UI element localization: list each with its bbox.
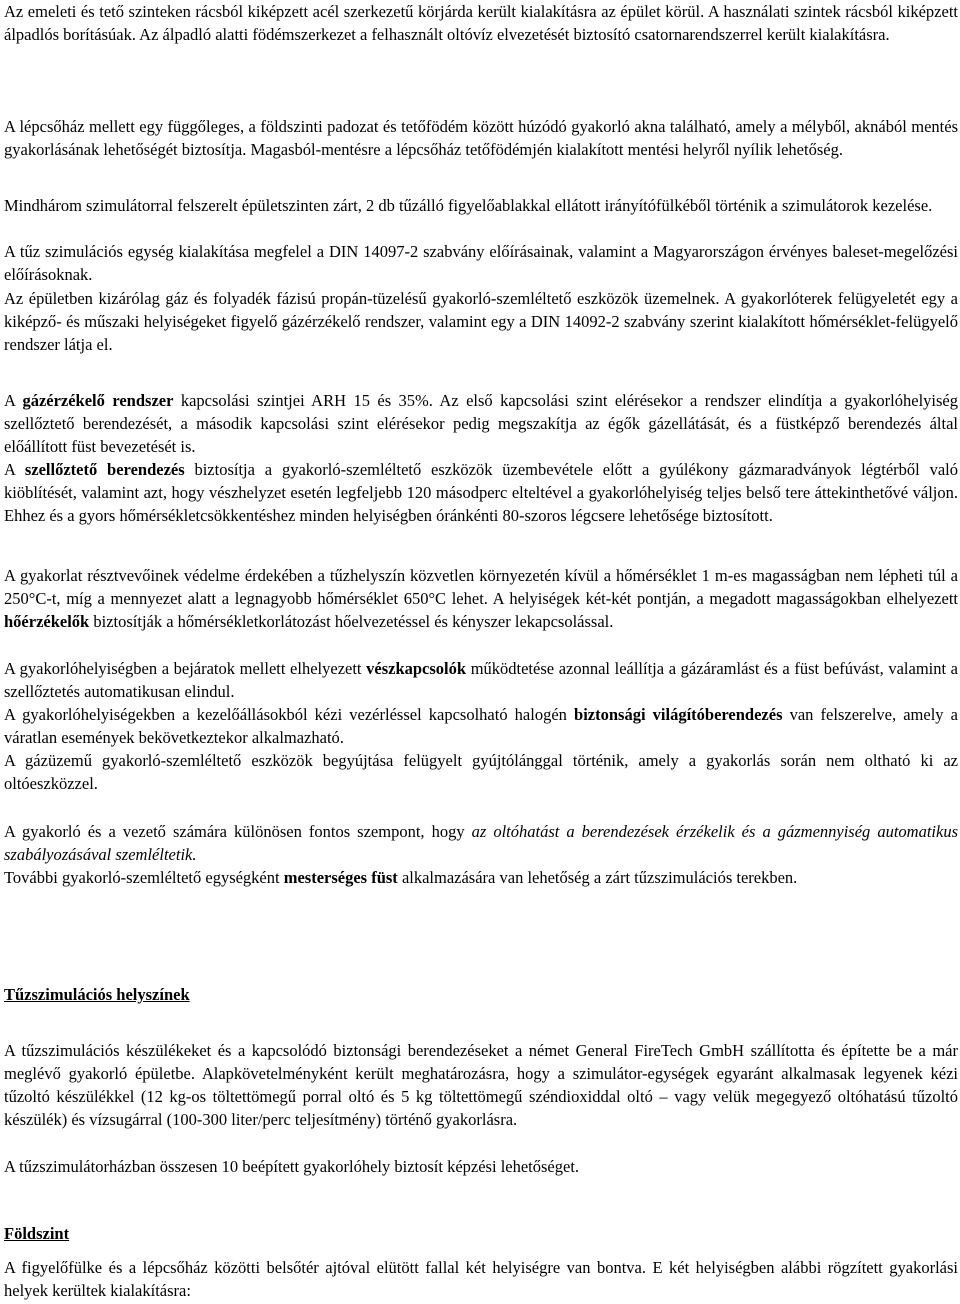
text-run: További gyakorló-szemléltető egységként — [4, 868, 284, 887]
bold-term: gázérzékelő rendszer — [22, 391, 174, 410]
bold-term: biztonsági világítóberendezés — [574, 705, 783, 724]
bold-term: szellőztető berendezés — [24, 460, 185, 479]
text-run: A — [4, 460, 25, 479]
bold-term: hőérzékelők — [4, 612, 90, 631]
paragraph-walkway: Az emeleti és tető szinteken rácsból kiképzett acél szerkezetű körjárda került kialakításra az épület körül. A használati szintek rácsból kiképzett álpadlós borításúak. Az álpadló alatti födémszerkezet a felhasznált oltóvíz elvezetését biztosító csatornarendszerrel került kialakításra. — [4, 2, 958, 44]
paragraph-artificial-smoke — [4, 866, 958, 889]
paragraph-supplier: A tűzszimulációs készülékeket és a kapcsolódó biztonsági berendezéseket a német General FireTech GmbH szállította és építette be a már meglévő gyakorló épületbe. Alapkövetelményként került meghatározásra, hogy a szimulátor-egységek egyaránt alkalmasak legyenek kézi tűzoltó készülékkel (12 kg-os töltettömegű porral oltó és 5 kg töltettömegű széndioxiddal oltó – vagy velük megegyező oltóhatású tűzoltó készülék) és vízsugárral (100-300 liter/perc teljesítmény) történő gyakorlásra. — [4, 1041, 958, 1129]
bold-term: mesterséges füst — [283, 868, 398, 887]
paragraph-safety-lighting — [4, 703, 958, 749]
section-heading-ground-floor: Földszint — [4, 1224, 70, 1243]
paragraph-control-booth: Mindhárom szimulátorral felszerelt épületszinten zárt, 2 db tűzálló figyelőablakkal ellátott irányítófülkéből történik a szimulátorok kezelése. — [4, 196, 933, 215]
section-heading-locations: Tűzszimulációs helyszínek — [4, 985, 190, 1004]
text-run: biztosítják a hőmérsékletkorlátozást hőelvezetéssel és kényszer lekapcsolással. — [89, 612, 614, 631]
paragraph-training-places: A tűzszimulátorházban összesen 10 beépített gyakorlóhely biztosít képzési lehetőséget. — [4, 1157, 580, 1176]
paragraph-extinguishing-effect — [4, 820, 958, 866]
bold-term: vészkapcsolók — [366, 659, 467, 678]
text-run: A gyakorlóhelyiségekben a kezelőállásokból kézi vezérléssel kapcsolható halogén — [4, 705, 575, 724]
paragraph-shaft: A lépcsőház mellett egy függőleges, a földszinti padozat és tetőfödém között húzódó gyakorló akna található, amely a mélyből, aknából mentés gyakorlásának lehetőségét biztosítja. Magasból-mentésre a lépcsőház tetőfödémjén kialakított mentési helyről nyílik lehetőség. — [4, 117, 958, 159]
text-run: van felszerelve, amely a váratlan események bekövetkeztekor alkalmazható. — [4, 705, 958, 747]
paragraph-ignition: A gázüzemű gyakorló-szemléltető eszközök begyújtása felügyelt gyújtólánggal történik, amely a gyakorlás során nem oltható ki az oltóeszközzel. — [4, 751, 958, 793]
paragraph-propane: Az épületben kizárólag gáz és folyadék fázisú propán-tüzelésű gyakorló-szemléltető eszközök üzemelnek. A gyakorlóterek felügyeletét egy a kiképző- és műszaki helyiségeket figyelő gázérzékelő rendszer, valamint egy a DIN 14092-2 szabvány szerint kialakított hőmérséklet-felügyelő rendszer látja el. — [4, 289, 958, 354]
paragraph-gas-detection — [4, 389, 958, 458]
paragraph-ground-floor: A figyelőfülke és a lépcsőház közötti belsőtér ajtóval elütött fallal két helyiségre van bontva. E két helyiségben alábbi rögzített gyakorlási helyek kerültek kialakításra: — [4, 1258, 958, 1300]
paragraph-ventilation — [4, 458, 958, 527]
text-run: kapcsolási szintjei ARH 15 és 35%. Az első kapcsolási szint elérésekor a rendszer elindítja a gyakorlóhelyiség szellőztető berendezését, a második kapcsolási szint elérésekor pedig megszakítja az égők gázellátását, és a füstképző berendezés által előállított füst bevezetését is. — [4, 391, 958, 456]
paragraph-din-14097: A tűz szimulációs egység kialakítása megfelel a DIN 14097-2 szabvány előírásainak, valamint a Magyarországon érvényes baleset-megelőzési előírásoknak. — [4, 242, 958, 284]
paragraph-heat-sensors — [4, 564, 958, 633]
text-run: A gyakorló és a vezető számára különösen fontos szempont, hogy — [4, 822, 472, 841]
italic-statement: az oltóhatást a berendezések érzékelik és a gázmennyiség automatikus szabályozásával szemléltetik. — [4, 822, 959, 864]
text-run: működtetése azonnal leállítja a gázáramlást és a füst befúvást, valamint a szellőztetés automatikusan elindul. — [4, 659, 959, 701]
text-run: A gyakorlat résztvevőinek védelme érdekében a tűzhelyszín közvetlen környezetén kívül a hőmérséklet 1 m-es magasságban nem lépheti túl a 250°C-t, míg a mennyezet alatt a legnagyobb hőmérséklet 650°C lehet. A helyiségek két-két pontján, a megadott magasságokban elhelyezett — [4, 566, 958, 608]
text-run: biztosítja a gyakorló-szemléltető eszközök üzembevétele előtt a gyúlékony gázmaradványok légtérből való kiöblítését, valamint azt, hogy vészhelyzet esetén legfeljebb 120 másodperc elteltével a gyakorlóhelyiség teljes belső tere áttekinthetővé váljon. Ehhez és a gyors hőmérsékletcsökkentéshez minden helyiségben óránkénti 80-szoros légcsere lehetősége biztosított. — [4, 460, 958, 525]
text-run: alkalmazására van lehetőség a zárt tűzszimulációs terekben. — [397, 868, 798, 887]
text-run: A gyakorlóhelyiségben a bejáratok mellett elhelyezett — [4, 659, 367, 678]
text-run: A — [4, 391, 23, 410]
paragraph-emergency-switches — [4, 657, 958, 703]
